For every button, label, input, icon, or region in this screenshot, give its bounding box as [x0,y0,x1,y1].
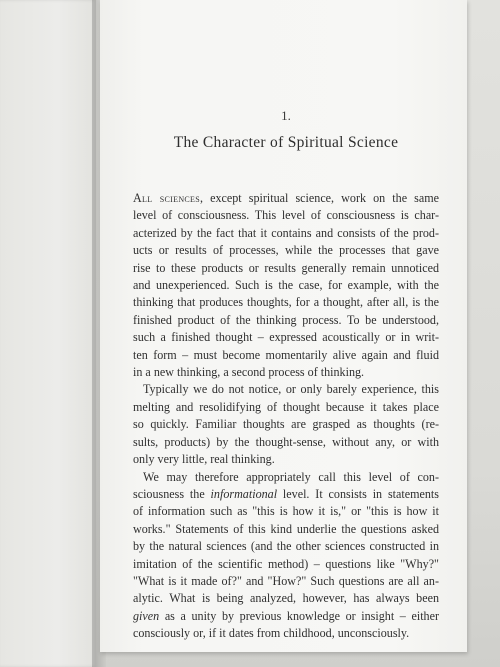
paragraph [133,469,439,643]
text-run: sults, products) by the thought-sense, without any, or with [133,434,439,449]
chapter-title: The Character of Spiritual Science [173,134,399,151]
text-run: of information such as "this is how it is," or "this is how it [133,504,439,519]
text-run: and unexperienced. Such is the case, for example, with the [133,278,439,293]
text-line [133,277,439,294]
text-line [133,503,439,520]
paragraph [133,381,439,468]
text-run: only very little, real thinking. [133,452,275,467]
text-run: Typically we do not notice, or only barely experience, this [143,382,439,397]
text-run: by the natural sciences (and the other sciences constructed in [133,539,439,554]
text-run: thinking that produces thoughts, for a thought, after all, is the [133,295,439,310]
text-line [133,469,439,486]
text-line [133,207,439,224]
text-line [133,486,439,503]
text-run: level of consciousness. This level of consciousness is char- [133,208,439,223]
text-run: finished product of the thinking process. To be understood, [133,312,439,327]
text-run: in a new thinking, a second process of thinking. [133,365,365,380]
text-run: so quickly. Familiar thoughts are grasped as thoughts (re- [133,417,439,432]
text-line [133,381,439,398]
book-page [100,0,467,652]
text-run: melting and resolidifying of thought because it takes place [133,399,439,414]
text-run: as a unity by previous knowledge or insight – either [159,608,439,623]
text-line [133,521,439,538]
text-run: "What is it made of?" and "How?" Such questions are all an- [133,573,439,588]
text-run: level. It consists in statements [277,486,439,501]
text-run: such a finished thought – expressed acoustically or in writ- [133,330,439,345]
text-line [133,329,439,346]
text-line [133,347,439,364]
text-run: We may therefore appropriately call this level of con- [143,469,439,484]
text-line [133,225,439,242]
text-line [133,556,439,573]
text-line [133,608,439,625]
text-run: works." Statements of this kind underlie the questions asked [133,521,439,536]
paragraph [133,190,439,381]
text-line [133,260,439,277]
emphasis: given [133,608,160,623]
chapter-body [133,190,439,643]
text-run: ucts or results of processes, while the processes that gave [133,243,439,258]
text-line [133,451,439,468]
text-run: imitation of the scientific method) – questions like "Why?" [133,556,439,571]
text-line [133,364,439,381]
text-line [133,399,439,416]
opening-small-caps: All sciences [133,191,200,205]
emphasis: informational [210,486,278,501]
text-run: rise to these products or results generally remain unnoticed [133,260,439,275]
chapter-number: 1. [281,108,291,123]
text-run: alytic. What is being analyzed, however, has always been [133,591,439,606]
text-run: sciousness the [133,486,211,501]
text-line [133,294,439,311]
text-run: , except spiritual science, work on the same [199,191,439,205]
text-run: consciously or, if it dates from childhood, unconsciously. [133,626,410,641]
text-line [133,434,439,451]
text-run: acterized by the fact that it contains and consists of the prod- [133,225,439,240]
text-line [133,590,439,607]
text-line [133,416,439,433]
text-line [133,538,439,555]
text-run: ten form – must become momentarily alive again and fluid [133,347,439,362]
text-line [133,312,439,329]
text-line [133,573,439,590]
text-line [133,190,439,207]
text-line [133,625,439,642]
facing-page-edge [0,0,96,667]
text-line [133,242,439,259]
